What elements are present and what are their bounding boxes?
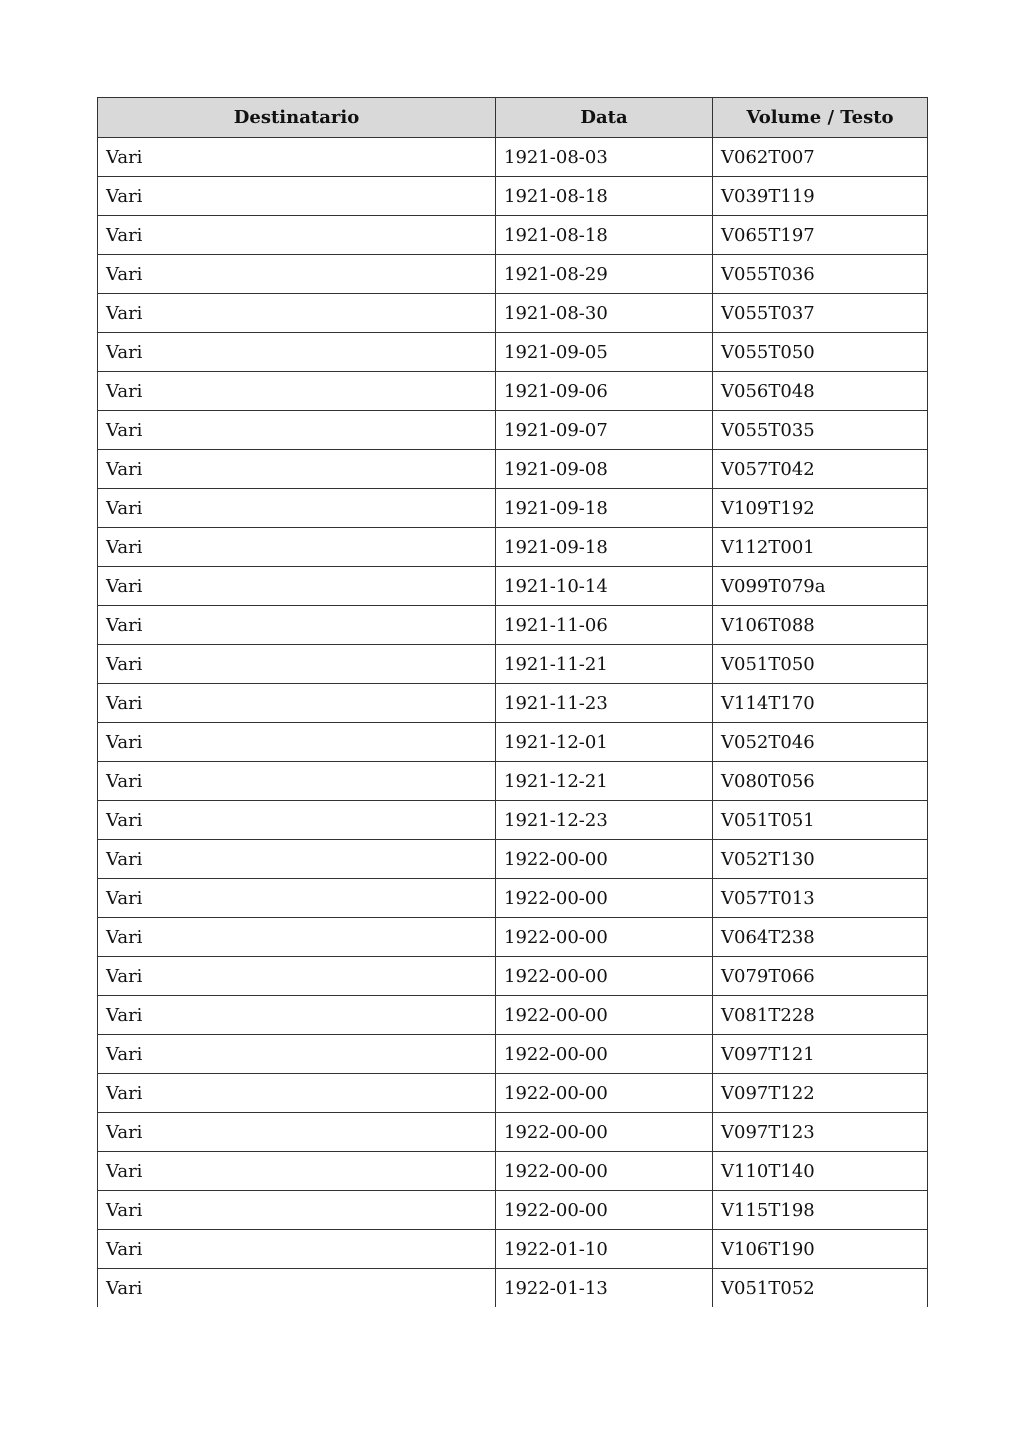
volume-testo-cell: V081T228 bbox=[713, 996, 928, 1035]
volume-testo-cell: V099T079a bbox=[713, 567, 928, 606]
table-row bbox=[98, 606, 928, 645]
data-cell: 1921-08-03 bbox=[496, 138, 713, 177]
data-cell: 1921-08-30 bbox=[496, 294, 713, 333]
table-row bbox=[98, 333, 928, 372]
volume-testo-cell: V057T013 bbox=[713, 879, 928, 918]
data-cell: 1922-00-00 bbox=[496, 1152, 713, 1191]
destinatario-cell: Vari bbox=[98, 1074, 496, 1113]
data-cell: 1922-00-00 bbox=[496, 840, 713, 879]
table-row bbox=[98, 528, 928, 567]
destinatario-cell: Vari bbox=[98, 255, 496, 294]
volume-testo-cell: V055T036 bbox=[713, 255, 928, 294]
destinatario-cell: Vari bbox=[98, 606, 496, 645]
volume-testo-cell: V097T123 bbox=[713, 1113, 928, 1152]
volume-testo-cell: V109T192 bbox=[713, 489, 928, 528]
data-cell: 1921-09-08 bbox=[496, 450, 713, 489]
table-row bbox=[98, 489, 928, 528]
table-row bbox=[98, 1191, 928, 1230]
volume-testo-cell: V039T119 bbox=[713, 177, 928, 216]
data-cell: 1921-12-21 bbox=[496, 762, 713, 801]
destinatario-cell: Vari bbox=[98, 489, 496, 528]
table-row bbox=[98, 1035, 928, 1074]
volume-testo-cell: V052T046 bbox=[713, 723, 928, 762]
data-cell: 1921-09-18 bbox=[496, 528, 713, 567]
destinatario-cell: Vari bbox=[98, 1035, 496, 1074]
volume-testo-cell: V052T130 bbox=[713, 840, 928, 879]
table-row bbox=[98, 879, 928, 918]
data-cell: 1922-01-10 bbox=[496, 1230, 713, 1269]
destinatario-cell: Vari bbox=[98, 996, 496, 1035]
table-row bbox=[98, 684, 928, 723]
table-row bbox=[98, 1074, 928, 1113]
data-cell: 1922-01-13 bbox=[496, 1269, 713, 1308]
volume-testo-cell: V055T050 bbox=[713, 333, 928, 372]
table-row bbox=[98, 723, 928, 762]
destinatario-cell: Vari bbox=[98, 879, 496, 918]
data-cell: 1922-00-00 bbox=[496, 1035, 713, 1074]
volume-testo-cell: V080T056 bbox=[713, 762, 928, 801]
table-row bbox=[98, 801, 928, 840]
data-cell: 1921-09-06 bbox=[496, 372, 713, 411]
table-row bbox=[98, 138, 928, 177]
volume-testo-cell: V055T035 bbox=[713, 411, 928, 450]
column-header-volume-testo: Volume / Testo bbox=[713, 98, 928, 138]
table-row bbox=[98, 957, 928, 996]
destinatario-cell: Vari bbox=[98, 1152, 496, 1191]
data-cell: 1921-08-18 bbox=[496, 216, 713, 255]
table-row bbox=[98, 840, 928, 879]
table-row bbox=[98, 1269, 928, 1308]
volume-testo-cell: V051T052 bbox=[713, 1269, 928, 1308]
volume-testo-cell: V051T051 bbox=[713, 801, 928, 840]
column-header-data: Data bbox=[496, 98, 713, 138]
volume-testo-cell: V065T197 bbox=[713, 216, 928, 255]
volume-testo-cell: V056T048 bbox=[713, 372, 928, 411]
destinatario-cell: Vari bbox=[98, 528, 496, 567]
table-row bbox=[98, 1113, 928, 1152]
volume-testo-cell: V115T198 bbox=[713, 1191, 928, 1230]
volume-testo-cell: V062T007 bbox=[713, 138, 928, 177]
data-cell: 1922-00-00 bbox=[496, 879, 713, 918]
volume-testo-cell: V064T238 bbox=[713, 918, 928, 957]
destinatario-cell: Vari bbox=[98, 918, 496, 957]
data-cell: 1921-11-21 bbox=[496, 645, 713, 684]
data-cell: 1922-00-00 bbox=[496, 957, 713, 996]
destinatario-cell: Vari bbox=[98, 567, 496, 606]
destinatario-cell: Vari bbox=[98, 138, 496, 177]
data-cell: 1922-00-00 bbox=[496, 1074, 713, 1113]
header-row bbox=[98, 98, 928, 138]
table-row bbox=[98, 762, 928, 801]
data-cell: 1921-10-14 bbox=[496, 567, 713, 606]
volume-testo-cell: V097T121 bbox=[713, 1035, 928, 1074]
column-header-destinatario: Destinatario bbox=[98, 98, 496, 138]
volume-testo-cell: V055T037 bbox=[713, 294, 928, 333]
data-cell: 1921-08-18 bbox=[496, 177, 713, 216]
table-row bbox=[98, 996, 928, 1035]
volume-testo-cell: V057T042 bbox=[713, 450, 928, 489]
destinatario-cell: Vari bbox=[98, 762, 496, 801]
data-cell: 1922-00-00 bbox=[496, 918, 713, 957]
destinatario-cell: Vari bbox=[98, 1191, 496, 1230]
destinatario-cell: Vari bbox=[98, 684, 496, 723]
destinatario-cell: Vari bbox=[98, 957, 496, 996]
table-row bbox=[98, 294, 928, 333]
destinatario-cell: Vari bbox=[98, 1269, 496, 1308]
destinatario-cell: Vari bbox=[98, 450, 496, 489]
data-cell: 1922-00-00 bbox=[496, 996, 713, 1035]
destinatario-cell: Vari bbox=[98, 372, 496, 411]
volume-testo-cell: V106T190 bbox=[713, 1230, 928, 1269]
volume-testo-cell: V110T140 bbox=[713, 1152, 928, 1191]
table-row bbox=[98, 450, 928, 489]
table-row bbox=[98, 1230, 928, 1269]
data-cell: 1922-00-00 bbox=[496, 1191, 713, 1230]
data-cell: 1921-09-05 bbox=[496, 333, 713, 372]
table-row bbox=[98, 216, 928, 255]
data-cell: 1921-11-23 bbox=[496, 684, 713, 723]
volume-testo-cell: V097T122 bbox=[713, 1074, 928, 1113]
table-row bbox=[98, 177, 928, 216]
destinatario-cell: Vari bbox=[98, 216, 496, 255]
table-row bbox=[98, 1152, 928, 1191]
table-row bbox=[98, 411, 928, 450]
volume-testo-cell: V079T066 bbox=[713, 957, 928, 996]
data-cell: 1921-12-23 bbox=[496, 801, 713, 840]
data-cell: 1921-12-01 bbox=[496, 723, 713, 762]
table-row bbox=[98, 255, 928, 294]
volume-testo-cell: V114T170 bbox=[713, 684, 928, 723]
destinatario-cell: Vari bbox=[98, 645, 496, 684]
table-row bbox=[98, 918, 928, 957]
destinatario-cell: Vari bbox=[98, 333, 496, 372]
destinatario-cell: Vari bbox=[98, 177, 496, 216]
volume-testo-cell: V106T088 bbox=[713, 606, 928, 645]
destinatario-cell: Vari bbox=[98, 1113, 496, 1152]
destinatario-cell: Vari bbox=[98, 723, 496, 762]
table-body bbox=[98, 138, 928, 1308]
table-header bbox=[98, 98, 928, 138]
destinatario-cell: Vari bbox=[98, 801, 496, 840]
destinatario-cell: Vari bbox=[98, 294, 496, 333]
table-row bbox=[98, 372, 928, 411]
table-row bbox=[98, 567, 928, 606]
table-row bbox=[98, 645, 928, 684]
data-cell: 1921-09-18 bbox=[496, 489, 713, 528]
volume-testo-cell: V112T001 bbox=[713, 528, 928, 567]
data-cell: 1922-00-00 bbox=[496, 1113, 713, 1152]
destinatario-cell: Vari bbox=[98, 411, 496, 450]
volume-testo-cell: V051T050 bbox=[713, 645, 928, 684]
destinatario-cell: Vari bbox=[98, 1230, 496, 1269]
destinatario-cell: Vari bbox=[98, 840, 496, 879]
data-cell: 1921-09-07 bbox=[496, 411, 713, 450]
data-cell: 1921-08-29 bbox=[496, 255, 713, 294]
data-cell: 1921-11-06 bbox=[496, 606, 713, 645]
letters-table bbox=[97, 97, 928, 1307]
